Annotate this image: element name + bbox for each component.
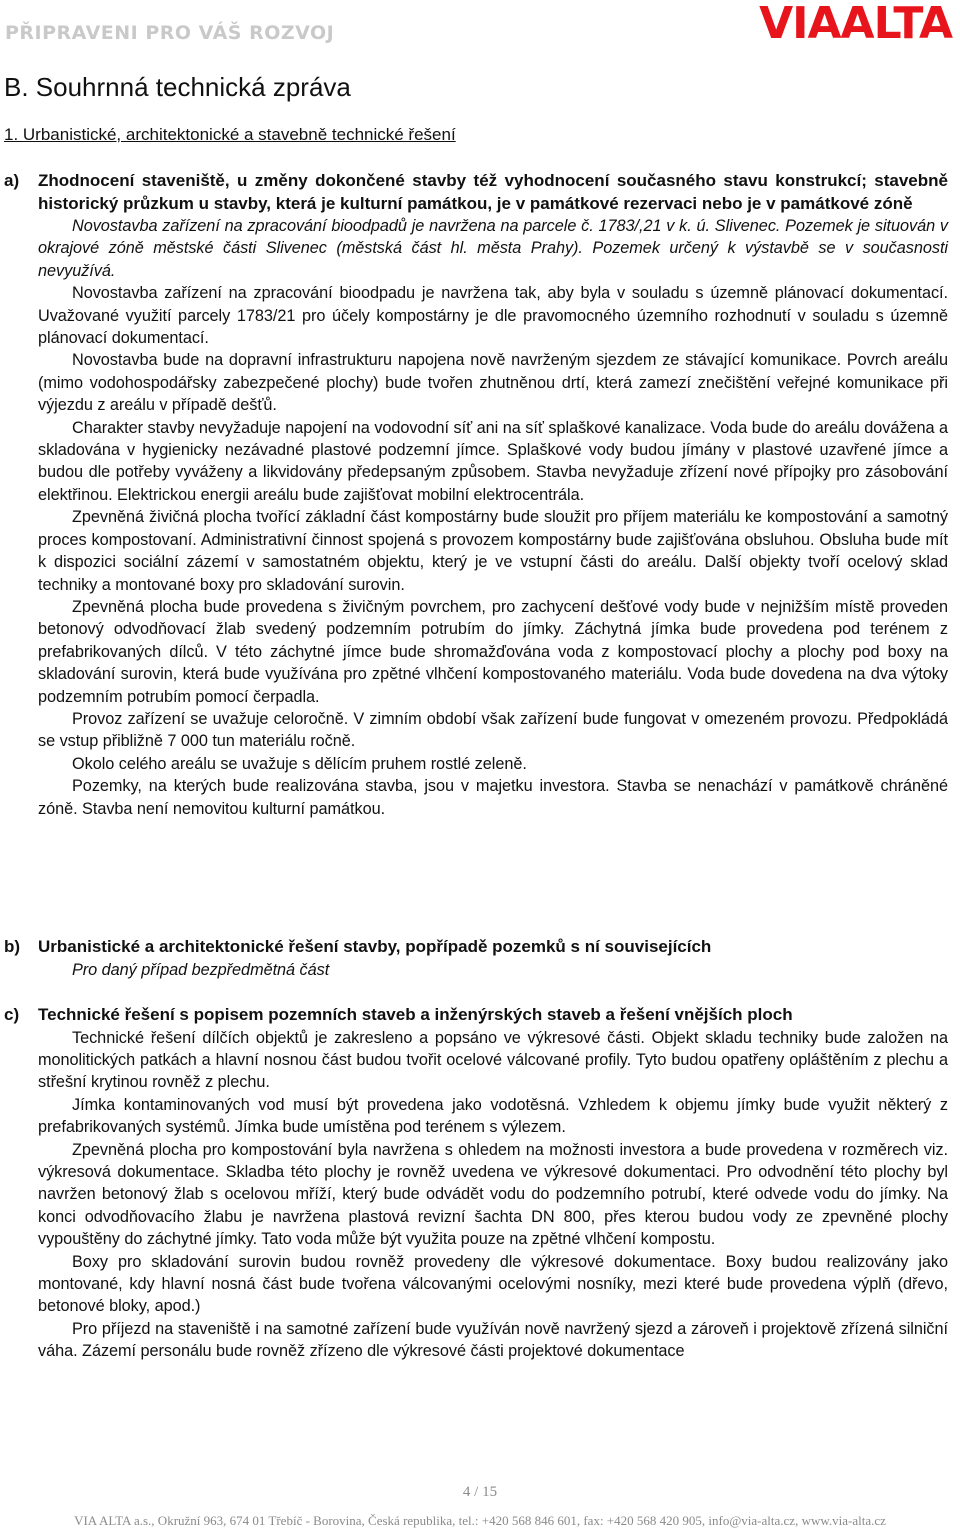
item-c <box>38 1004 948 1363</box>
item-a-heading: Zhodnocení staveniště, u změny dokončené stavby též vyhodnocení současného stavu konstrukcí; stavebně historický průzkum u stavby, která je kulturní památkou, je v památkové rezervaci nebo je v památkové zóně <box>38 171 948 213</box>
item-a-paragraph: Charakter stavby nevyžaduje napojení na vodovodní síť ani na síť splaškové kanalizace. Voda bude do areálu dovážena a skladována v hygienicky nezávadné plastové podzemní jímce. Splaškové vody budou jímány v plastové uzavřené jímce a budou dle potřeby vyváženy a likvidovány předepsaným způsobem. Stavba nevyžaduje zřízení nové přípojky pro zásobování elektřinou. Elektrickou energii areálu bude zajišťovat mobilní elektrocentrála. <box>38 418 948 504</box>
footer-company-info: VIA ALTA a.s., Okružní 963, 674 01 Třebíč - Borovina, Česká republika, tel.: +420 568 846 601, fax: +420 568 420 905, info@via-alta.cz, www.via-alta.cz <box>74 1513 886 1528</box>
item-b-heading: Urbanistické a architektonické řešení stavby, popřípadě pozemků s ní souvisejících <box>38 937 712 956</box>
company-logo: VIAALTA <box>759 0 952 49</box>
item-a-paragraph: Zpevněná živičná plocha tvořící základní část kompostárny bude sloužit pro příjem materiálu ke kompostování a samotný proces kompostovaní. Administrativní činnost spojená s provozem kompostárny bude zajišťována obsluhou. Obsluha bude mít k dispozici sociální zázemí v samostatném objektu, který je ve vstupní části do areálu. Další objekty tvoří ocelový sklad techniky a montované boxy pro skladování surovin. <box>38 508 948 594</box>
item-a-label: a) <box>4 171 20 190</box>
item-c-heading: Technické řešení s popisem pozemních staveb a inženýrských staveb a řešení vnějších ploch <box>38 1005 793 1024</box>
item-b-label: b) <box>4 937 21 956</box>
item-a-paragraph: Novostavba bude na dopravní infrastrukturu napojena nově navrženým sjezdem ze stávající komunikace. Povrch areálu (mimo vodohospodářsky zabezpečené plochy) bude tvořen zhutněnou drtí, která zamezí znečištění veřejné komunikace při výjezdu z areálu v případě dešťů. <box>38 351 948 415</box>
document-title: B. Souhrnná technická zpráva <box>4 72 351 102</box>
item-b <box>38 936 948 981</box>
item-c-paragraph: Boxy pro skladování surovin budou rovněž provedeny dle výkresové dokumentace. Boxy budou realizovány jako montované, kdy hlavní nosná část bude tvořena válcovanými ocelovými nosníky, mezi které bude provedena výplň (dřevo, betonové bloky, apod.) <box>38 1252 948 1316</box>
section-heading-1: 1. Urbanistické, architektonické a stavebně technické řešení <box>4 125 456 144</box>
item-c-paragraph: Pro příjezd na staveniště i na samotné zařízení bude využíván nově navržený sjezd a zároveň i projektově zřízená silniční váha. Zázemí personálu bude rovněž zřízeno dle výkresové části projektové dokumentace <box>38 1319 948 1361</box>
item-c-paragraph: Jímka kontaminovaných vod musí být provedena jako vodotěsná. Vzhledem k objemu jímky bude využit některý z prefabrikovaných systémů. Jímka bude umístěna pod terénem s výlezem. <box>38 1095 948 1137</box>
item-c-paragraph: Zpevněná plocha pro kompostování byla navržena s ohledem na možnosti investora a bude provedena v rozměrech viz. výkresová dokumentace. Skladba této plochy je rovněž uvedena ve výkresové dokumentaci. Pro odvodnění této plochy byl navržen betonový žlab s ocelovou mříží, který bude odvádět vodu do podzemního potrubí, které odvede vodu do jímky. Na konci odvodňovacího žlabu je navržena plastová revizní šachta DN 800, přes kterou budou vody ze zpevněné plochy vypouštěny do záchytné jímky. Tato voda může být využita pouze na zpětné vlhčení kompostu. <box>38 1140 948 1249</box>
page-number: 4 / 15 <box>462 1484 498 1500</box>
item-a-paragraph: Okolo celého areálu se uvažuje s dělícím pruhem rostlé zeleně. <box>72 754 527 773</box>
item-c-label: c) <box>4 1005 20 1024</box>
item-a-paragraph: Novostavba zařízení na zpracování bioodpadů je navržena na parcele č. 1783/,21 v k. ú. Slivenec. Pozemek je situován v okrajové zóně městské části Slivenec (městská část hl. města Prahy). Pozemek určený k výstavbě se v současnosti nevyužívá. <box>38 217 948 280</box>
item-a <box>38 170 948 820</box>
header-tagline: PŘIPRAVENI PRO VÁŠ ROZVOJ <box>5 22 335 44</box>
item-c-paragraph: Technické řešení dílčích objektů je zakresleno a popsáno ve výkresové části. Objekt skladu techniky bude založen na monolitických patkách a hlavní nosnou část budou tvořit ocelové válcované profily. Tyto budou opatřeny opláštěním z plechu a střešní krytinou rovněž z plechu. <box>38 1028 948 1092</box>
item-b-paragraph: Pro daný případ bezpředmětná část <box>72 960 330 979</box>
item-a-paragraph: Novostavba zařízení na zpracování bioodpadu je navržena tak, aby byla v souladu s územně plánovací dokumentací. Uvažované využití parcely 1783/21 pro účely kompostárny je dle pravomocného územního rozhodnutí v souladu s územně plánovací dokumentací. <box>38 284 948 348</box>
item-a-paragraph: Provoz zařízení se uvažuje celoročně. V zimním období však zařízení bude fungovat v omezeném provozu. Předpokládá se vstup přibližně 7 000 tun materiálu ročně. <box>38 709 948 751</box>
item-a-paragraph: Zpevněná plocha bude provedena s živičným povrchem, pro zachycení dešťové vody bude v nejnižším místě proveden betonový odvodňovací žlab svedený podzemním potrubím do jímky. Záchytná jímka bude provedena pod terénem z prefabrikovaných dílců. V této záchytné jímce bude shromažďována voda z kompostovací plochy a plochy pod boxy na skladování surovin, která bude využívána pro zpětné vlhčení kompostovaného materiálu. Voda bude dovedena na dva výtoky podzemním potrubím pomocí čerpadla. <box>38 597 948 706</box>
item-a-paragraph: Pozemky, na kterých bude realizována stavba, jsou v majetku investora. Stavba se nenachází v památkově chráněné zóně. Stavba není nemovitou kulturní památkou. <box>38 777 948 818</box>
